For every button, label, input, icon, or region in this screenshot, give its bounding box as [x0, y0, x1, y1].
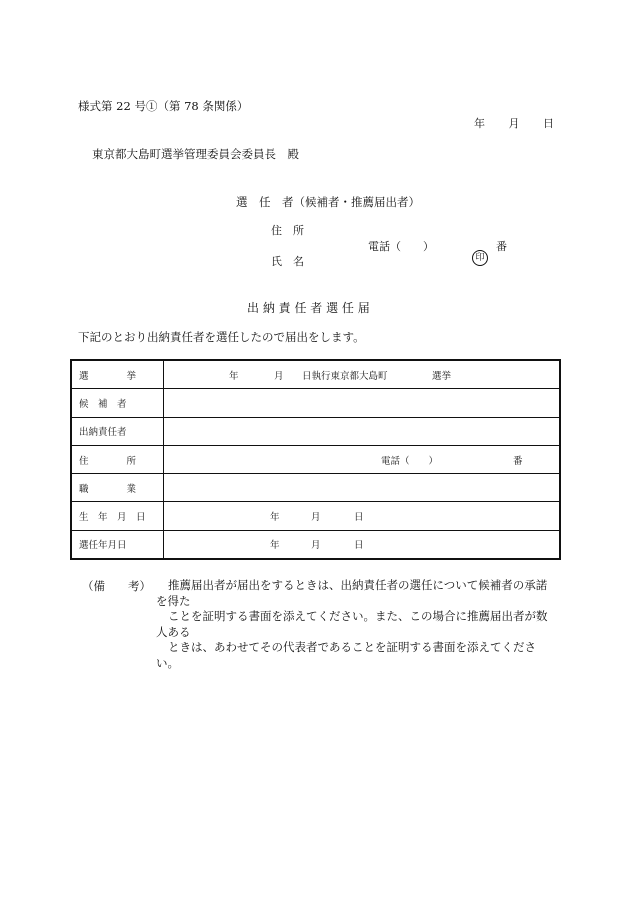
date-day-label: 日	[543, 117, 554, 130]
addressee: 東京都大島町選挙管理委員会委員長 殿	[92, 147, 299, 161]
table-row-occupation	[71, 474, 560, 502]
seal-mark-icon: 印	[472, 250, 488, 266]
row-label-treasurer: 出納責任者	[71, 417, 164, 445]
remarks-text	[156, 578, 554, 671]
table-row-election	[71, 360, 560, 389]
date-year-label: 年	[474, 117, 485, 130]
row-label-election: 選 挙	[71, 360, 164, 389]
row-label-birthdate: 生 年 月 日	[71, 502, 164, 530]
date-month-label: 月	[508, 117, 520, 130]
row-label-address: 住 所	[71, 445, 164, 473]
election-value-cell[interactable]	[164, 360, 561, 389]
remarks-line-1: 推薦届出者が届出をするときは、出納責任者の選任について候補者の承諾を得た	[156, 578, 548, 608]
occupation-value-cell[interactable]	[164, 474, 561, 502]
table-row-birthdate	[71, 502, 560, 530]
appointed-month-label: 月	[311, 540, 321, 552]
appointment-form-table	[70, 359, 561, 560]
address-value-cell[interactable]	[164, 445, 561, 473]
birth-year-label: 年	[270, 512, 280, 524]
applicant-name-label: 氏 名	[271, 255, 304, 268]
row-label-occupation: 職 業	[71, 474, 164, 502]
appointment-date-value-cell[interactable]	[164, 530, 561, 559]
treasurer-value-cell[interactable]	[164, 417, 561, 445]
intro-text: 下記のとおり出納責任者を選任したので届出をします。	[78, 330, 365, 344]
election-year-label: 年	[229, 370, 239, 382]
document-title: 出 納 責 任 者 選 任 届	[247, 301, 370, 315]
table-row-appointment-date	[71, 530, 560, 559]
address-phone-suffix: 番	[513, 455, 523, 467]
appointed-year-label: 年	[270, 540, 280, 552]
row-label-candidate: 候 補 者	[71, 389, 164, 417]
birthdate-value-cell[interactable]	[164, 502, 561, 530]
remarks-line-2: ことを証明する書面を添えてください。また、この場合に推薦届出者が数人ある	[156, 609, 548, 639]
election-month-label: 月	[274, 370, 284, 382]
address-phone-label: 電話（ ）	[381, 455, 439, 467]
election-executed-label: 日執行東京都大島町	[302, 370, 388, 382]
birth-day-label: 日	[354, 512, 364, 524]
remarks-heading: （備 考）	[82, 579, 151, 593]
appointed-day-label: 日	[354, 540, 364, 552]
birth-month-label: 月	[311, 512, 321, 524]
table-row-address	[71, 445, 560, 473]
candidate-value-cell[interactable]	[164, 389, 561, 417]
remarks-line-3: ときは、あわせてその代表者であることを証明する書面を添えてください。	[156, 640, 536, 670]
applicant-phone-label: 電話（ ）	[368, 240, 434, 253]
table-row-candidate	[71, 389, 560, 417]
form-number: 様式第 22 号①（第 78 条関係）	[78, 99, 249, 113]
row-label-appointment-date: 選任年月日	[71, 530, 164, 559]
election-suffix-label: 選挙	[432, 370, 452, 382]
table-row-treasurer	[71, 417, 560, 445]
appointer-title: 選 任 者（候補者・推薦届出者）	[236, 195, 420, 209]
applicant-phone-suffix: 番	[496, 240, 507, 253]
submission-date	[474, 115, 554, 131]
applicant-address-label: 住 所	[271, 224, 304, 237]
